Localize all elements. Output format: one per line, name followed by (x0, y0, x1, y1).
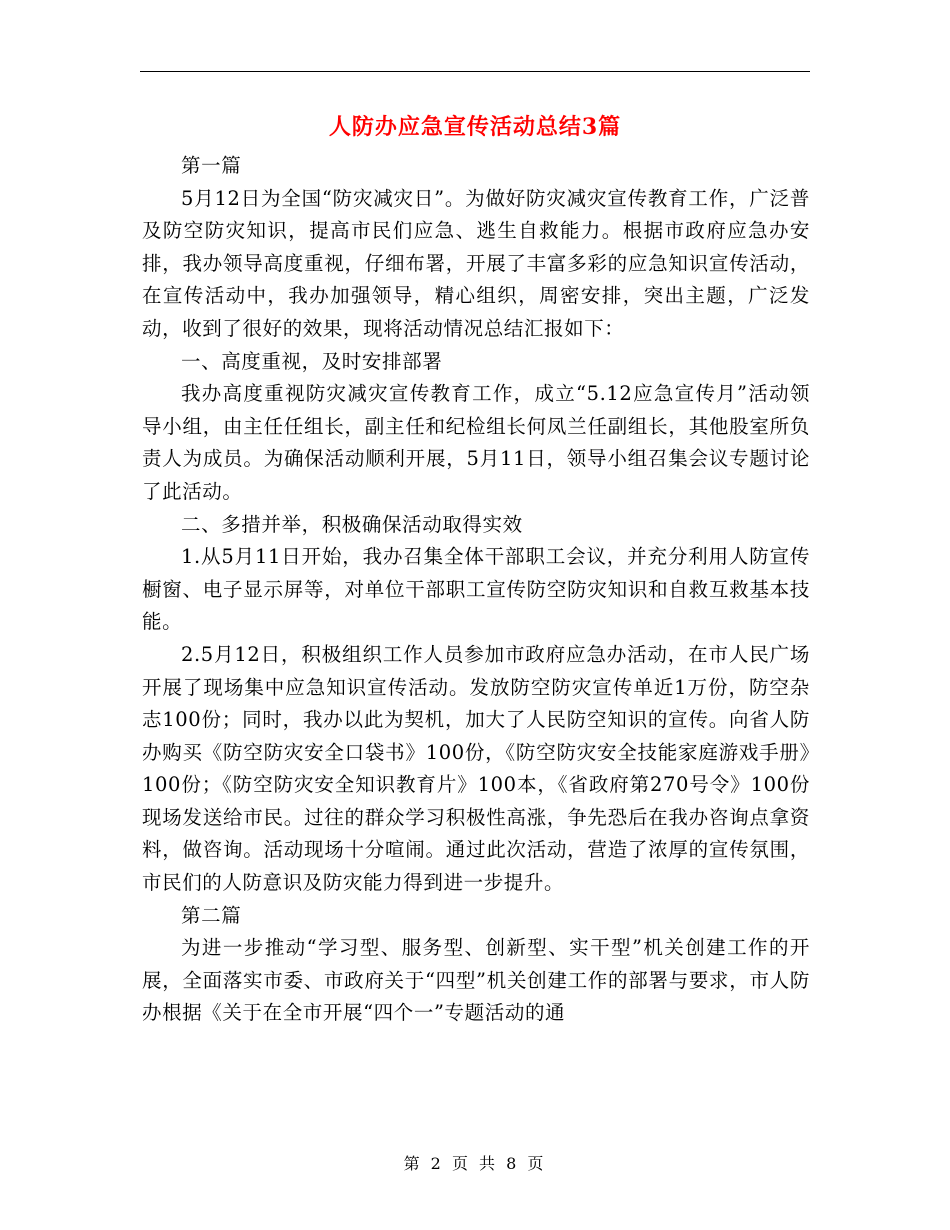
paragraph: 我办高度重视防灾减灾宣传教育工作，成立“5.12应急宣传月”活动领导小组，由主任任组长，副主任和纪检组长何凤兰任副组长，其他股室所负责人为成员。为确保活动顺利开展，5月11日，领导小组召集会议专题讨论了此活动。 (142, 382, 810, 503)
paragraph: 二、多措并举，积极确保活动取得实效 (181, 512, 523, 536)
paragraph: 5月12日为全国“防灾减灾日”。为做好防灾减灾宣传教育工作，广泛普及防空防灾知识，提高市民们应急、逃生自救能力。根据市政府应急办安排，我办领导高度重视，仔细布署，开展了丰富多彩的应急知识宣传活动，在宣传活动中，我办加强领导，精心组织，周密安排，突出主题，广泛发动，收到了很好的效果，现将活动情况总结汇报如下： (142, 186, 810, 340)
document-title: 人防办应急宣传活动总结3篇 (328, 114, 622, 140)
paragraph: 一、高度重视，及时安排部署 (181, 349, 443, 373)
paragraph: 2.5月12日，积极组织工作人员参加市政府应急办活动，在市人民广场开展了现场集中应急知识宣传活动。发放防空防灾宣传单近1万份，防空杂志100份；同时，我办以此为契机，加大了人民防空知识的宣传。向省人防办购买《防空防灾安全口袋书》100份，《防空防灾安全技能家庭游戏手册》100份；《防空防灾安全知识教育片》100本，《省政府第270号令》100份现场发送给市民。过往的群众学习积极性高涨，争先恐后在我办咨询点拿资料，做咨询。活动现场十分喧闹。通过此次活动，营造了浓厚的宣传氛围，市民们的人防意识及防灾能力得到进一步提升。 (142, 642, 810, 895)
paragraph: 第二篇 (181, 903, 242, 927)
paragraph: 1.从5月11日开始，我办召集全体干部职工会议，并充分利用人防宣传橱窗、电子显示屏等，对单位干部职工宣传防空防灾知识和自救互救基本技能。 (142, 545, 810, 634)
page-footer: 第 2 页 共 8 页 (403, 1154, 547, 1173)
paragraph: 为进一步推动“学习型、服务型、创新型、实干型”机关创建工作的开展，全面落实市委、市政府关于“四型”机关创建工作的部署与要求，市人防办根据《关于在全市开展“四个一”专题活动的通 (142, 936, 810, 1025)
document-body (142, 150, 810, 1030)
paragraph: 第一篇 (181, 154, 242, 177)
header-rule (140, 71, 810, 72)
